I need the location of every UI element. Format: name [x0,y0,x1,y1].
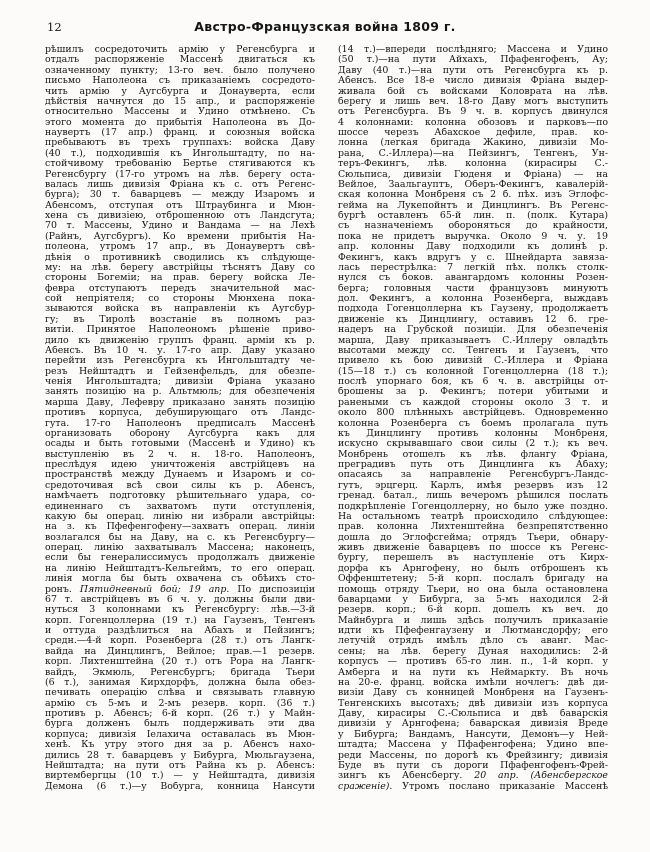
text-line: сены; на лѣв. берегу Дуная находились: 2-й [338,646,608,657]
text-line: лонна (легкая бригада Жакино, дивизіи Мо- [338,138,608,149]
text-line: противъ р. Абенсъ; 6-й корп. (26 т.) у Майн- [45,709,315,719]
text-line: армію съ 5-мъ и 2-мъ резерв. корп. (36 т.) [45,698,315,709]
text-columns [45,45,608,792]
text-line: опасаясь за направленіе Регенсбургъ-Ландс- [338,470,608,481]
text-line: дорфа къ Арнгофену, но былъ отброшенъ къ [338,563,608,574]
text-line: гейма на Лукепойнтъ и Динцлингъ. Въ Регенс- [338,200,608,211]
text-line: штадта; Массена у Пфафенгофена; Удино впе- [338,740,608,751]
text-line: виртембергцы (10 т.) — у Нейштадта, дивизія [45,771,315,782]
text-line: линія могла бы быть охвачена съ обѣихъ сто- [45,574,315,585]
text-line: этого момента до прибытія Наполеона въ До- [45,117,315,128]
text-line: бурга долженъ былъ поддерживать эти два [45,719,315,730]
text-line: валась лишь дивизія Фріана къ с. отъ Регенс- [45,179,315,190]
text-line: ранеными съ каждой стороны около 3 т. и [338,397,608,408]
text-line: дѣйствія начнутся до 15 апр., и распоряженіе [45,96,315,107]
text-line: гу; въ Тиролѣ возстаніе въ полномъ раз- [45,314,315,325]
text-line: намѣчаетъ подготовку рѣшительнаго удара, со- [45,491,315,502]
text-line: вайда на Динцлингъ, Вейлое; прав.—1 резерв. [45,646,315,657]
text-line: преслѣдуя идею уничтоженія австрійцевъ на [45,460,315,470]
text-line: бургу, перешелъ въ наступленіе отъ Кирх- [338,553,608,564]
text-line: корп. Гогенцоллерна (19 т.) на Гаузенъ, Тенгенъ [45,615,315,626]
text-line: помощь отряду Тьери, но она была остановлена [338,584,608,595]
text-line: резерв. корп.; 6-й корп. дошелъ къ веч. до [338,605,608,616]
text-line: Фекингъ, какъ вдругъ у с. Шнейдарта завяза- [338,252,608,263]
text-line: апр. колонны Даву подходили къ долинѣ р. [338,242,608,253]
text-line: витіи. Принятое Наполеономъ рѣшеніе приво- [45,325,315,336]
text-line: пространствѣ между Дунаемъ и Изаромъ и со- [45,470,315,481]
text-line: 70 т. Массены, Удино и Вандама — на Лехѣ [45,221,315,232]
text-line: возлагался бы на Даву, на с. къ Регенсбургу— [45,532,315,543]
text-line: реди Массены, по дорогѣ къ Фрейзингу; дивизія [338,750,608,761]
page-number: 12 [47,20,62,34]
text-line: дол. Фекингъ, а колонна Розенберга, выждавъ [338,294,608,304]
text-line: организовать оборону Аугсбурга какъ для [45,428,315,439]
text-line: корпусъ — противъ 65-го лин. п., 1-й корп. у [338,657,608,668]
text-line: марша Даву, Лефевру приказано занять позицію [45,397,315,408]
text-line: стойчивому требованію Бертье стягиваются къ [45,159,315,170]
text-line: искусно скрывавшаго свои силы (2 т.); къ веч. [338,439,608,450]
text-line: съ назначеніемъ обороняться до крайности, [338,221,608,232]
text-line: хенѣ. Къ утру этого дня за р. Абенсъ нахо- [45,740,315,751]
text-line: бурга); 30 т. баварцевъ — между Изаромъ и [45,190,315,201]
text-line: 4 колоннами: колонна обозовъ и парковъ—по [338,117,608,128]
text-line: корп. Лихтенштейна (20 т.) отъ Рора на Лангк- [45,657,315,668]
text-line: Сюльписа, дивизіи Гюденя и Фріана) — на [338,169,608,180]
text-line: привело къ бою дивизій С.-Иллера и Фріана [338,356,608,367]
text-line: берегу и лишь веч. 18-го Даву могъ выступить [338,96,608,107]
text-line: идти къ Пфефенгаузену и Лютмансдорфу; его [338,626,608,636]
text-line: преградивъ путь отъ Динцлинга къ Абаху; [338,460,608,470]
text-line: отъ Регенсбурга. Въ 9 ч. в. корпусъ двинулся [338,107,608,118]
text-line: подхода Гогенцоллерна къ Гаузену, продолжаетъ [338,304,608,315]
text-line: вайдъ, Экмюль, Регенсбургъ; бригада Тьери [45,667,315,678]
text-line: около 800 плѣнныхъ австрійцевъ. Одновременно [338,408,608,419]
text-line: лась перестрѣлка: 7 легкій пѣх. полкъ столк- [338,262,608,273]
text-line: нулся съ боков. авангардомъ колонны Розен- [338,273,608,284]
text-line: подкрѣпленіе Гогенцоллерну, но было уже поздно. [338,501,608,512]
text-line: наувертъ (17 апр.) франц. и союзныя войска [45,128,315,138]
text-line: визіи Даву съ конницей Монбреня на Гаузенъ- [338,688,608,699]
text-line: Майнбурга и лишь здѣсь получилъ приказаніе [338,615,608,626]
text-line: корпуса; дивизія Іелахича оставалась въ Мюн- [45,729,315,740]
text-line: печивать операцію слѣва и связывать главную [45,688,315,699]
text-line: (15—18 т.) съ колонной Гогенцоллерна (18 т.); [338,366,608,377]
text-line: дошла до Эглофсгейма; отрядъ Тьери, обнару- [338,532,608,543]
text-line: живала бой съ войсками Коловрата на лѣв. [338,86,608,97]
text-line: 67 т. австрійцевъ въ 6 ч. у. должны были дви- [45,594,315,605]
text-line: отдалъ распоряженіе Массенѣ двигаться къ [45,55,315,66]
text-line: единеннаго съ захватомъ пути отступленія, [45,501,315,512]
text-line: дились 28 т. баварцевъ у Бибурга, Мюльгаузена, [45,750,315,761]
text-line: и оттуда раздѣлиться на Абахъ и Пейзингъ; [45,626,315,636]
text-line: сраженіе). Утромъ послано приказаніе Массенѣ [338,781,608,792]
text-line: резъ Нейштадтъ и Гейзенфельдъ, для обезпе- [45,366,315,377]
text-line: средн.—4-й корп. Розенберга (28 т.) отъ Лангк- [45,636,315,647]
text-line: зываются войска въ направленіи къ Аугсбур- [45,304,315,315]
text-line: надеръ на Грубской позиціи. Для обезпеченія [338,325,608,336]
text-line: рана, С.-Иллера)—на Пейзингъ, Тенгенъ, Ун- [338,148,608,159]
text-line: противъ корпуса, дебуширующаго отъ Ландс- [45,408,315,419]
text-line: Демона (6 т.)—у Вобурга, конница Нансути [45,781,315,792]
text-line: операц. линію захватывалъ Массена; наконецъ, [45,543,315,553]
text-line: брошены за р. Фекингъ; потери убитыми и [338,387,608,398]
text-line: рѣшилъ сосредоточить армію у Регенсбурга и [45,45,315,55]
text-line: Амберга и на пути къ Неймаркту. Въ ночь [338,667,608,678]
text-line: февра отступаютъ передъ значительной мас- [45,283,315,294]
text-line: хена съ дивизіею, отброшенною отъ Ландсгута; [45,211,315,221]
text-line: чить армію у Аугсбурга и Донауверта, если [45,86,315,97]
text-line: му: на лѣв. берегу австрійцы тѣснятъ Даву со [45,262,315,273]
text-line: ская колонна Монбреня съ 2 б. пѣх. изъ Эглофс- [338,190,608,201]
text-line: марша, Даву приказываетъ С.-Иллеру овладѣть [338,335,608,346]
text-line: (40 т.), подходившія къ Ингольштадту, по на- [45,148,315,159]
text-line: Абенсъ. Все 18-е число дивизія Фріана выдер- [338,76,608,87]
text-line: полеона, утромъ 17 апр., въ Донаувертъ свѣ- [45,242,315,253]
text-line: гренад. батал., лишь вечеромъ рѣшился послать [338,491,608,502]
text-line: дивизіи у Арнгофена; баварская дивизія Вреде [338,719,608,730]
right-column [338,45,608,792]
text-line: теръ-Фекингъ, лѣв. колонна (кирасиры С.- [338,159,608,170]
text-line: относительно Массены и Удино отмѣнено. Съ [45,107,315,118]
left-column [45,45,315,792]
text-line: берга; головныя части французовъ минуютъ [338,283,608,294]
text-line: стороны Богеміи; на прав. берегу войска Ле- [45,273,315,284]
text-line: Даву (40 т.)—на пути отъ Регенсбурга къ р. [338,65,608,76]
text-line: шоссе черезъ Абахское дефиле, прав. ко- [338,128,608,138]
text-line: послѣ упорнаго боя, къ 6 ч. в. австрійцы от- [338,377,608,387]
text-line: бургѣ оставленъ 65-й лин. п. (полк. Кутара) [338,211,608,221]
text-line: пока не придетъ выручка. Около 9 ч. у. 19 [338,231,608,242]
text-line: занять позицію на р. Альтмюль; для обезпеченія [45,387,315,398]
text-line: у Бибурга; Вандамъ, Нансути, Демонъ—у Ней- [338,729,608,740]
text-line: сой непріятеля; со стороны Мюнхена пока- [45,294,315,304]
text-line: осады и быть готовыми (Массенѣ и Удино) къ [45,439,315,450]
text-line: какую бы операц. линію ни избрали австрійцы: [45,511,315,522]
text-line: ченія Ингольштадта; дивизіи Фріана указано [45,377,315,387]
text-line: (14 т.)—впереди послѣдняго; Массена и Удино [338,45,608,55]
text-line: дило къ движенію группъ франц. арміи къ р. [45,335,315,346]
text-line: прав. колонна Лихтенштейна безпрепятственно [338,522,608,533]
text-line: (50 т.)—на пути Айхахъ, Пфафенгофенъ, Ау; [338,55,608,66]
text-line: зингъ къ Абенсбергу. 20 апр. (Абенсбергское [338,771,608,782]
text-line: гутъ, эрцгерц. Карлъ, имѣя резервъ изъ 12 [338,480,608,491]
text-line: на 20-е. франц. войска имѣли ночлегъ: двѣ ди- [338,677,608,688]
text-line: дѣнія о противникѣ сводились къ слѣдующе- [45,252,315,263]
text-line: нуться 3 колоннами къ Регенсбургу: лѣв.—3-й [45,605,315,616]
text-line: перейти изъ Регенсбурга къ Ингольштадту че- [45,356,315,367]
text-line: Даву, кирасиры С.-Сюльписа и двѣ баварскія [338,709,608,719]
text-line: означенному пункту; 13-го веч. было получено [45,65,315,76]
text-line: если бы генералиссимусъ продолжалъ движеніе [45,553,315,564]
text-line: пребываютъ въ трехъ группахъ: войска Даву [45,138,315,149]
text-line: колонна Розенберга съ боемъ пролагала путь [338,418,608,429]
text-line: (6 т.), занимая Кирхдорфъ, должна была обез- [45,677,315,688]
text-line: средоточивая всѣ свои силы къ р. Абенсъ, [45,480,315,491]
text-line: Монбрень отошелъ къ лѣв. флангу Фріана, [338,449,608,460]
text-line: гута. 17-го Наполеонъ предписалъ Массенѣ [45,418,315,429]
text-line: на з. къ Пфефенгофену—захватъ операц. линіи [45,522,315,533]
text-line: (Райнъ, Аугсбургъ). Ко времени прибытія На- [45,231,315,242]
text-line: Регенсбургу (17-го утромъ на лѣв. берегу оста- [45,169,315,180]
page-title: Австро-Французская война 1809 г. [194,19,456,34]
text-line: Тенгенскихъ высотахъ; двѣ дивизіи изъ корпуса [338,698,608,709]
text-line: Оффенштетену; 5-й корп. послалъ бригаду на [338,574,608,585]
text-line: баварцами у Бибурга, за 5-мъ находился 2-й [338,594,608,605]
text-line: Абенсъ. Въ 10 ч. у. 17-го апр. Даву указано [45,345,315,356]
text-line: высотами между сс. Тенгенъ и Гаузенъ, что [338,345,608,356]
text-line: къ Динцлингу противъ колонны Монбреня, [338,428,608,439]
text-line: движеніе къ Динцлингу, оставивъ 12 б. гре- [338,314,608,325]
text-line: На остальномъ театрѣ происходило слѣдующее: [338,511,608,522]
text-line: на линію Нейштадтъ-Кельгеймъ, то его операц. [45,563,315,574]
text-line: Абенсомъ, отступая отъ Штраубинга и Мюн- [45,200,315,211]
text-line: Вейлое, Заальгауптъ, Оберъ-Фекингъ, кавалерій- [338,179,608,190]
text-line: живъ движеніе баварцевъ по шоссе къ Регенс- [338,543,608,553]
text-line: Буде въ пути съ дороги Пфафенгофенъ-Фрей- [338,760,608,771]
text-line: выступленію въ 2 ч. н. 18-го. Наполеонъ, [45,449,315,460]
text-line: Нейштадта; на пути отъ Райна къ р. Абенсъ: [45,760,315,771]
text-line: летучій отрядъ имѣлъ дѣло съ аванг. Мас- [338,636,608,647]
text-line: письмо Наполеона съ приказаніемъ сосредото- [45,76,315,87]
text-line: ронъ. Пятидневный бой; 19 апр. По диспозиціи [45,584,315,595]
